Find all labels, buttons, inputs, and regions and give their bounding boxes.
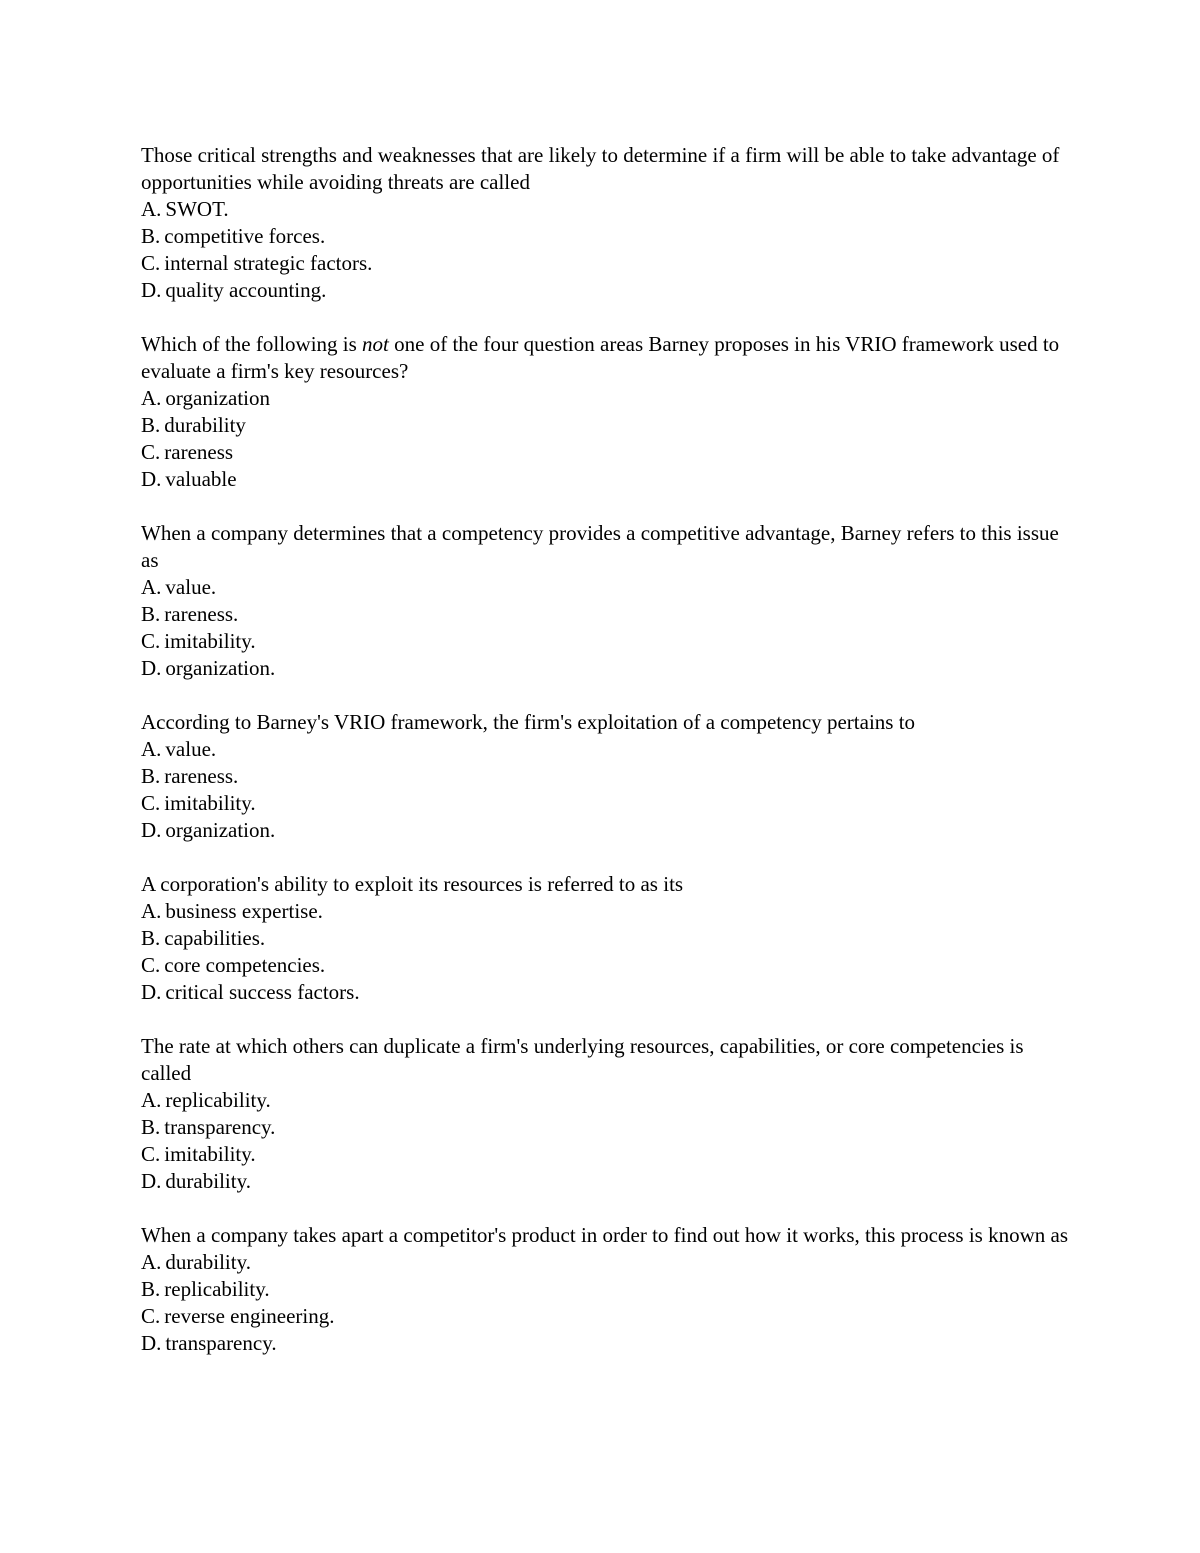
option-letter: C. [141, 251, 161, 275]
option-text: transparency. [164, 1115, 276, 1139]
option-letter: C. [141, 1304, 161, 1328]
option-a [141, 736, 1071, 763]
option-c [141, 1303, 1071, 1330]
option-text: rareness. [164, 764, 239, 788]
option-text: imitability. [164, 1142, 256, 1166]
option-text: SWOT. [165, 197, 229, 221]
option-b [141, 601, 1071, 628]
option-b [141, 925, 1071, 952]
option-text: rareness. [164, 602, 239, 626]
option-letter: A. [141, 1250, 162, 1274]
question-stem [141, 142, 1071, 196]
option-d [141, 1330, 1071, 1357]
option-c [141, 250, 1071, 277]
option-letter: A. [141, 197, 162, 221]
stem-text: When a company takes apart a competitor's product in order to find out how it works, this process is known as [141, 1223, 1068, 1247]
option-text: valuable [165, 467, 237, 491]
option-d [141, 655, 1071, 682]
option-d [141, 817, 1071, 844]
option-text: replicability. [165, 1088, 271, 1112]
option-text: value. [165, 575, 217, 599]
option-letter: A. [141, 899, 162, 923]
question-2 [141, 331, 1071, 493]
option-d [141, 466, 1071, 493]
option-text: quality accounting. [165, 278, 327, 302]
stem-text: Those critical strengths and weaknesses that are likely to determine if a firm will be able to take advantage of opportunities while avoiding threats are called [141, 143, 1060, 194]
option-d [141, 979, 1071, 1006]
option-text: durability. [165, 1169, 251, 1193]
question-stem [141, 1222, 1071, 1249]
option-letter: B. [141, 224, 161, 248]
option-letter: B. [141, 602, 161, 626]
option-b [141, 223, 1071, 250]
option-d [141, 277, 1071, 304]
option-text: imitability. [164, 791, 256, 815]
question-stem [141, 520, 1071, 574]
option-c [141, 628, 1071, 655]
option-letter: C. [141, 629, 161, 653]
option-d [141, 1168, 1071, 1195]
document-page [141, 142, 1071, 1384]
question-stem [141, 331, 1071, 385]
question-5 [141, 871, 1071, 1006]
option-text: internal strategic factors. [164, 251, 373, 275]
option-text: organization [165, 386, 271, 410]
option-a [141, 196, 1071, 223]
option-letter: A. [141, 737, 162, 761]
option-letter: D. [141, 278, 162, 302]
option-letter: B. [141, 413, 161, 437]
question-7 [141, 1222, 1071, 1357]
option-c [141, 1141, 1071, 1168]
option-text: capabilities. [164, 926, 266, 950]
option-a [141, 1249, 1071, 1276]
option-text: transparency. [165, 1331, 277, 1355]
stem-text: A corporation's ability to exploit its resources is referred to as its [141, 872, 684, 896]
option-letter: D. [141, 1169, 162, 1193]
question-stem [141, 1033, 1071, 1087]
option-text: reverse engineering. [164, 1304, 335, 1328]
stem-emphasis: not [362, 332, 389, 356]
stem-text: The rate at which others can duplicate a firm's underlying resources, capabilities, or core competencies is called [141, 1034, 1024, 1085]
option-letter: C. [141, 440, 161, 464]
option-text: competitive forces. [164, 224, 326, 248]
option-text: durability. [165, 1250, 251, 1274]
option-letter: D. [141, 1331, 162, 1355]
option-text: rareness [164, 440, 234, 464]
option-text: business expertise. [165, 899, 323, 923]
option-b [141, 763, 1071, 790]
option-text: organization. [165, 818, 276, 842]
option-text: critical success factors. [165, 980, 360, 1004]
option-letter: B. [141, 926, 161, 950]
stem-text: According to Barney's VRIO framework, the firm's exploitation of a competency pertains to [141, 710, 916, 734]
question-3 [141, 520, 1071, 682]
option-c [141, 439, 1071, 466]
question-stem [141, 871, 1071, 898]
option-text: core competencies. [164, 953, 326, 977]
option-a [141, 898, 1071, 925]
option-letter: A. [141, 575, 162, 599]
option-text: value. [165, 737, 217, 761]
option-c [141, 790, 1071, 817]
option-letter: C. [141, 791, 161, 815]
option-a [141, 1087, 1071, 1114]
option-text: replicability. [164, 1277, 270, 1301]
option-b [141, 1276, 1071, 1303]
option-letter: B. [141, 1277, 161, 1301]
option-letter: D. [141, 656, 162, 680]
option-c [141, 952, 1071, 979]
option-a [141, 385, 1071, 412]
option-letter: B. [141, 1115, 161, 1139]
question-1 [141, 142, 1071, 304]
stem-text-continued: one of the four question areas Barney proposes in his VRIO framework used to evaluate a firm's key resources? [141, 332, 1060, 383]
option-letter: D. [141, 980, 162, 1004]
option-text: durability [164, 413, 246, 437]
option-b [141, 412, 1071, 439]
option-letter: C. [141, 953, 161, 977]
option-a [141, 574, 1071, 601]
option-letter: D. [141, 818, 162, 842]
question-4 [141, 709, 1071, 844]
option-b [141, 1114, 1071, 1141]
option-text: organization. [165, 656, 276, 680]
option-letter: D. [141, 467, 162, 491]
option-text: imitability. [164, 629, 256, 653]
question-6 [141, 1033, 1071, 1195]
option-letter: B. [141, 764, 161, 788]
stem-text: Which of the following is [141, 332, 363, 356]
option-letter: C. [141, 1142, 161, 1166]
option-letter: A. [141, 386, 162, 410]
option-letter: A. [141, 1088, 162, 1112]
stem-text: When a company determines that a competency provides a competitive advantage, Barney refers to this issue as [141, 521, 1059, 572]
question-stem [141, 709, 1071, 736]
